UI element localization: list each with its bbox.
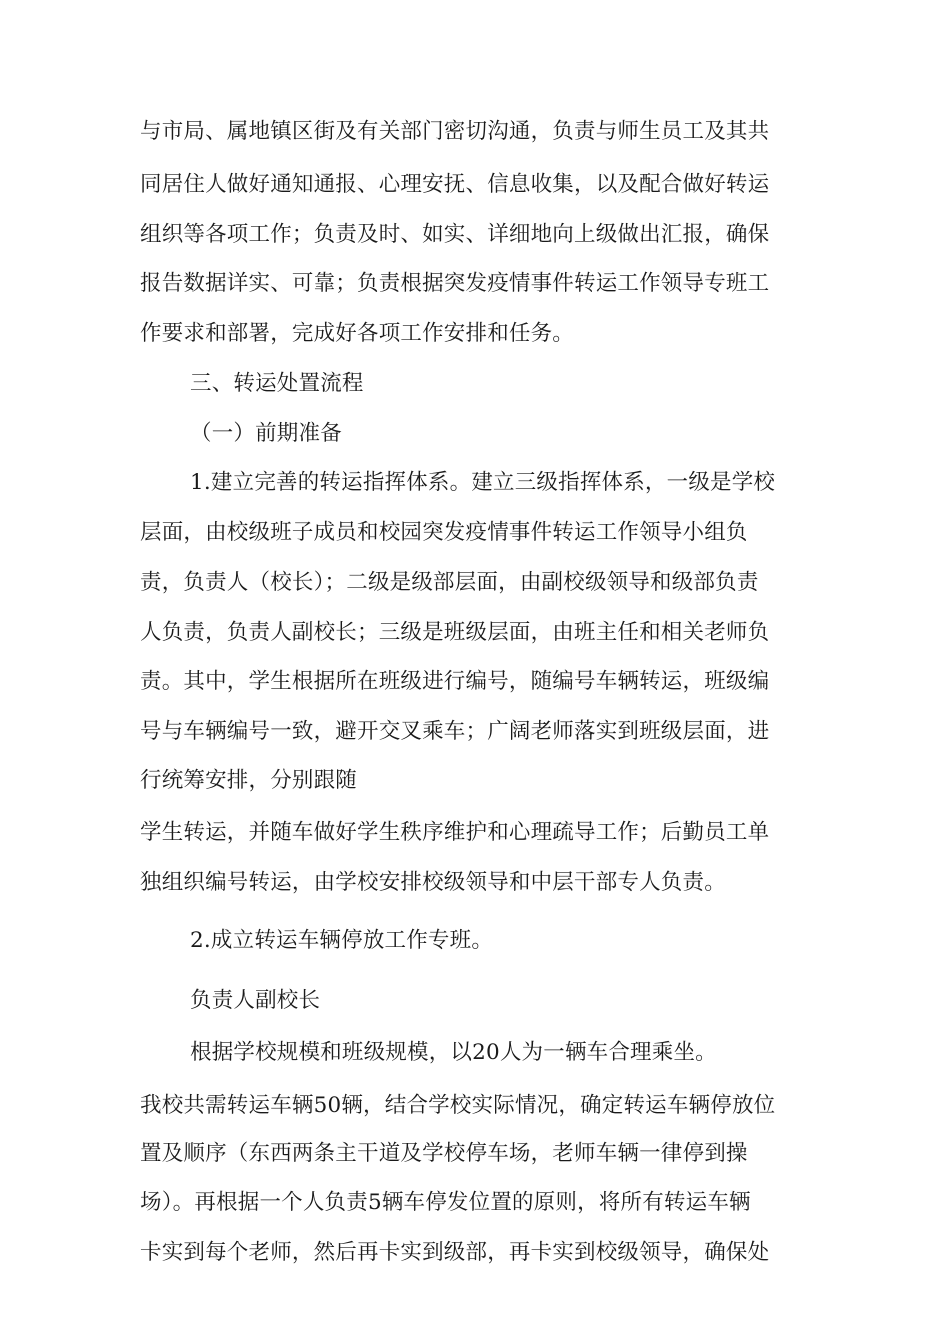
body-text-line: 独组织编号转运，由学校安排校级领导和中层干部专人负责。 xyxy=(140,870,726,895)
body-text-line: 人负责，负责人副校长；三级是班级层面，由班主任和相关老师负 xyxy=(140,620,770,645)
body-text-line: 1.建立完善的转运指挥体系。建立三级指挥体系，一级是学校 xyxy=(190,470,776,495)
body-text-line: 学生转运，并随车做好学生秩序维护和心理疏导工作；后勤员工单 xyxy=(140,820,770,845)
body-text-line: 置及顺序（东西两条主干道及学校停车场，老师车辆一律停到操 xyxy=(140,1141,748,1166)
body-text-line: 场）。再根据一个人负责5辆车停发位置的原则，将所有转运车辆 xyxy=(140,1190,751,1215)
body-text-line: 责，负责人（校长）；二级是级部层面，由副校级领导和级部负责 xyxy=(140,570,759,595)
body-text-line: 责。其中，学生根据所在班级进行编号，随编号车辆转运，班级编 xyxy=(140,669,770,694)
body-text-line: 卡实到每个老师，然后再卡实到级部，再卡实到校级领导，确保处 xyxy=(140,1240,770,1265)
body-text-line: 我校共需转运车辆50辆，结合学校实际情况，确定转运车辆停放位 xyxy=(140,1093,776,1118)
body-text-line: 行统筹安排，分别跟随 xyxy=(140,768,358,793)
body-text-line: 作要求和部署，完成好各项工作安排和任务。 xyxy=(140,321,575,346)
body-text-line: 根据学校规模和班级规模，以20人为一辆车合理乘坐。 xyxy=(190,1040,717,1065)
body-text-line: 同居住人做好通知通报、心理安抚、信息收集，以及配合做好转运 xyxy=(140,172,770,197)
body-text-line: 号与车辆编号一致，避开交叉乘车；广阔老师落实到班级层面，进 xyxy=(140,719,770,744)
section-heading: 三、转运处置流程 xyxy=(190,371,364,396)
subsection-heading: （一）前期准备 xyxy=(190,421,342,446)
body-text-line: 负责人副校长 xyxy=(190,988,321,1013)
body-text-line: 2.成立转运车辆停放工作专班。 xyxy=(190,928,494,953)
body-text-line: 报告数据详实、可靠；负责根据突发疫情事件转运工作领导专班工 xyxy=(140,271,770,296)
body-text-line: 层面，由校级班子成员和校园突发疫情事件转运工作领导小组负 xyxy=(140,520,748,545)
body-text-line: 组织等各项工作；负责及时、如实、详细地向上级做出汇报，确保 xyxy=(140,222,770,247)
body-text-line: 与市局、属地镇区街及有关部门密切沟通，负责与师生员工及其共 xyxy=(140,119,770,144)
